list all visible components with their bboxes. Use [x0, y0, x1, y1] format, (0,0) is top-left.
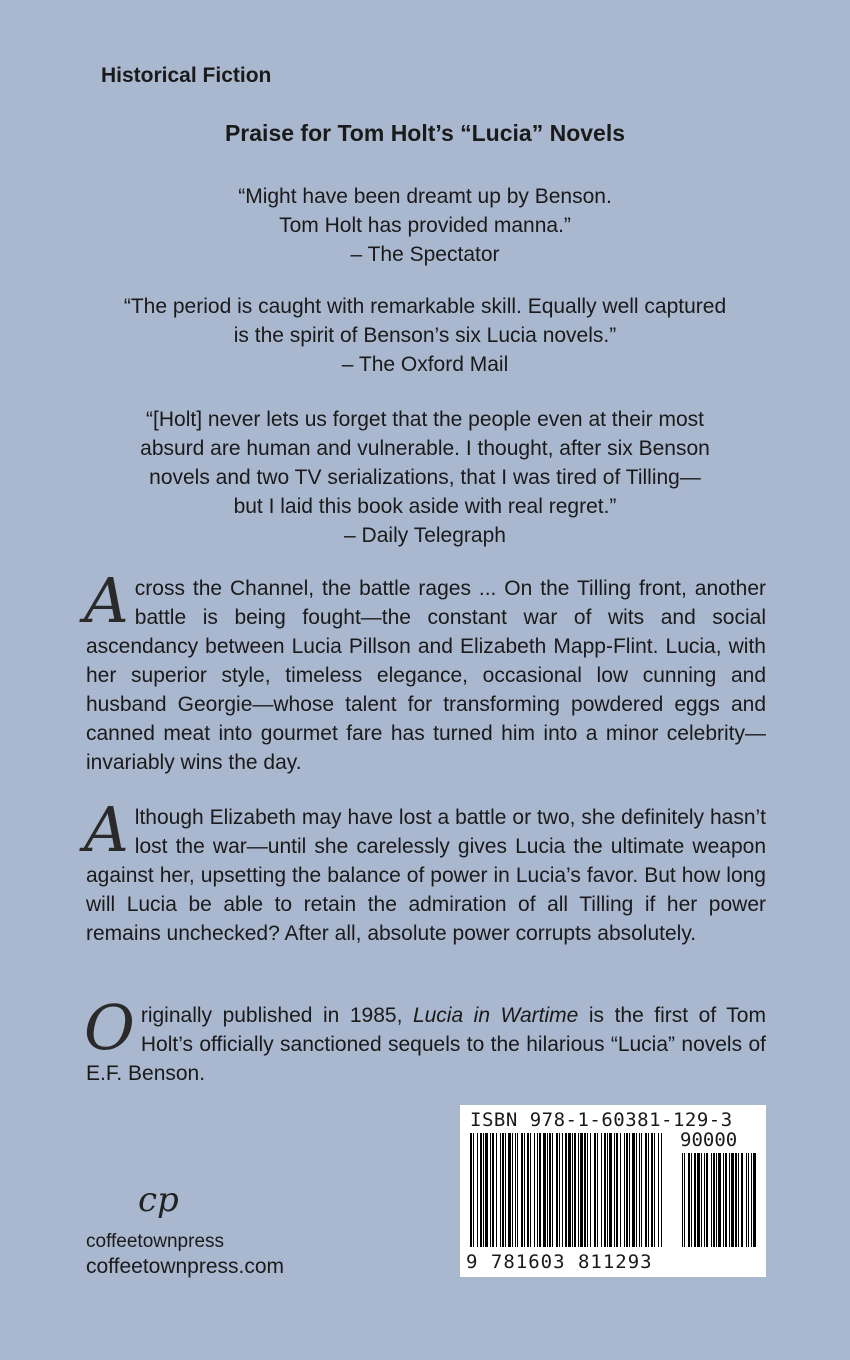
barcode-bar — [587, 1133, 588, 1247]
addon-bar — [746, 1153, 747, 1247]
barcode-bar — [480, 1133, 482, 1247]
barcode-bar — [524, 1133, 525, 1247]
barcode-bar — [496, 1133, 497, 1247]
paragraph-text: is the first of Tom Holt’s officially sanctioned sequels to the hilarious “Lucia” novels of E.F. Benson. — [86, 1004, 766, 1085]
addon-bar — [751, 1153, 752, 1247]
barcode-bar — [629, 1133, 630, 1247]
addon-bar — [684, 1153, 685, 1247]
addon-bar — [738, 1153, 739, 1247]
quote-line: “[Holt] never lets us forget that the people even at their most — [146, 408, 704, 431]
blurb-paragraph-1 — [84, 564, 766, 777]
quote-line: Tom Holt has provided manna.” — [279, 214, 571, 237]
drop-cap: A — [84, 564, 129, 637]
barcode-bar — [636, 1133, 637, 1247]
addon-bar — [706, 1153, 708, 1247]
paragraph-text: riginally published in 1985, — [140, 1004, 413, 1027]
quote-line: “The period is caught with remarkable skill. Equally well captured — [123, 295, 727, 318]
barcode-bar — [530, 1133, 531, 1247]
addon-bar — [691, 1153, 692, 1247]
barcode-bar — [517, 1133, 518, 1247]
barcode-bar — [552, 1133, 553, 1247]
barcode-bar — [572, 1133, 573, 1247]
addon-bar — [713, 1153, 715, 1247]
barcode-bar — [609, 1133, 612, 1247]
barcode-bar — [483, 1133, 484, 1247]
barcode-bar — [658, 1133, 659, 1247]
barcode-bar — [661, 1133, 662, 1247]
barcode-bar — [492, 1133, 494, 1247]
addon-bar — [718, 1153, 721, 1247]
barcode-bar — [512, 1133, 513, 1247]
addon-bar — [723, 1153, 724, 1247]
barcode-bar — [616, 1133, 618, 1247]
barcode-bar — [521, 1133, 523, 1247]
barcode-bar — [584, 1133, 586, 1247]
barcode-bar — [590, 1133, 591, 1247]
addon-bar — [735, 1153, 737, 1247]
quote-line: novels and two TV serializations, that I was tired of Tilling— — [149, 466, 701, 489]
blurb-paragraph-2 — [84, 793, 766, 948]
barcode-bar — [547, 1133, 548, 1247]
genre-label: Historical Fiction — [101, 64, 272, 87]
quote-line: absurd are human and vulnerable. I thought, after six Benson — [140, 437, 710, 460]
addon-bar — [731, 1153, 734, 1247]
barcode-bar — [527, 1133, 529, 1247]
isbn-label: ISBN 978-1-60381-129-3 — [470, 1109, 733, 1131]
publisher-url: coffeetownpress.com — [86, 1255, 285, 1278]
barcode-digits: 9 781603 811293 — [466, 1251, 653, 1273]
barcode-bar — [565, 1133, 567, 1247]
addon-bar — [729, 1153, 730, 1247]
barcode-bar — [651, 1133, 653, 1247]
publisher-logo-icon: cp — [138, 1180, 179, 1220]
quote-source: – Daily Telegraph — [344, 524, 506, 547]
quote-telegraph — [40, 405, 810, 550]
barcode-bar — [505, 1133, 506, 1247]
barcode-bar — [562, 1133, 563, 1247]
barcode-bar — [604, 1133, 606, 1247]
barcode-bar — [485, 1133, 488, 1247]
barcode-bar — [515, 1133, 516, 1247]
barcode-bar — [620, 1133, 621, 1247]
barcode-bars — [466, 1133, 760, 1251]
barcode-bar — [654, 1133, 655, 1247]
addon-bar — [682, 1153, 683, 1247]
book-title: Lucia in Wartime — [412, 1004, 579, 1027]
addon-bar — [688, 1153, 690, 1247]
addon-bar — [704, 1153, 705, 1247]
barcode-bar — [648, 1133, 649, 1247]
barcode-bar — [597, 1133, 598, 1247]
barcode-bar — [470, 1133, 472, 1247]
barcode-bar — [549, 1133, 551, 1247]
addon-bar — [725, 1153, 727, 1247]
blurb-paragraph-3 — [84, 991, 766, 1088]
price-code: 90000 — [680, 1129, 738, 1151]
quote-source: – The Spectator — [350, 243, 500, 266]
barcode-bar — [502, 1133, 504, 1247]
barcode-bar — [607, 1133, 608, 1247]
barcode-bar — [568, 1133, 571, 1247]
quote-line: “Might have been dreamt up by Benson. — [238, 185, 612, 208]
quote-source: – The Oxford Mail — [341, 353, 509, 376]
barcode-bar — [473, 1133, 474, 1247]
quote-oxford-mail — [40, 292, 810, 379]
barcode-bar — [645, 1133, 647, 1247]
barcode-bar — [639, 1133, 640, 1247]
barcode-bar — [574, 1133, 576, 1247]
praise-heading: Praise for Tom Holt’s “Lucia” Novels — [224, 120, 626, 146]
barcode-bar — [578, 1133, 579, 1247]
addon-bar — [697, 1153, 700, 1247]
barcode-bar — [508, 1133, 511, 1247]
barcode-bar — [632, 1133, 635, 1247]
addon-bar — [741, 1153, 743, 1247]
barcode-bar — [490, 1133, 491, 1247]
addon-bar — [748, 1153, 749, 1247]
addon-bar — [716, 1153, 717, 1247]
drop-cap: O — [84, 991, 135, 1064]
barcode-bar — [626, 1133, 628, 1247]
barcode-bar — [641, 1133, 642, 1247]
barcode-bar — [477, 1133, 478, 1247]
barcode-bar — [594, 1133, 596, 1247]
barcode-bar — [580, 1133, 583, 1247]
barcode-bar — [556, 1133, 558, 1247]
barcode-bar — [500, 1133, 501, 1247]
addon-bar — [701, 1153, 702, 1247]
barcode-bar — [614, 1133, 615, 1247]
barcode-bar — [537, 1133, 538, 1247]
quote-spectator — [40, 182, 810, 269]
barcode-bar — [534, 1133, 535, 1247]
quote-line: but I laid this book aside with real regret.” — [233, 495, 617, 518]
addon-bar — [753, 1153, 756, 1247]
quote-line: is the spirit of Benson’s six Lucia novels.” — [233, 324, 617, 347]
barcode-bar — [539, 1133, 541, 1247]
barcode-bar — [559, 1133, 560, 1247]
drop-cap: A — [84, 793, 129, 866]
barcode-bar — [543, 1133, 546, 1247]
addon-bar — [711, 1153, 712, 1247]
barcode-bar — [601, 1133, 602, 1247]
barcode-bar — [624, 1133, 625, 1247]
addon-bar — [694, 1153, 696, 1247]
paragraph-text: lthough Elizabeth may have lost a battle or two, she definitely hasn’t lost the war—until she carelessly gives Lucia the ultimate weapon against her, upsetting the balance of power in Lucia’s favor. But how long will Lucia be able to retain the admiration of all Tilling if her power remains unchecked? After all, absolute power corrupts absolutely. — [86, 806, 766, 945]
isbn-barcode — [460, 1105, 766, 1277]
paragraph-text: cross the Channel, the battle rages ... On the Tilling front, another battle is being fought—the constant war of wits and social ascendancy between Lucia Pillson and Elizabeth Mapp-Flint. Lucia, with her superior style, timeless elegance, occasional low cunning and husband Georgie—whose talent for transforming powdered eggs and canned meat into gourmet fare has turned him into a minor celebrity—invariably wins the day. — [86, 577, 766, 774]
publisher-name: coffeetownpress — [86, 1231, 225, 1252]
